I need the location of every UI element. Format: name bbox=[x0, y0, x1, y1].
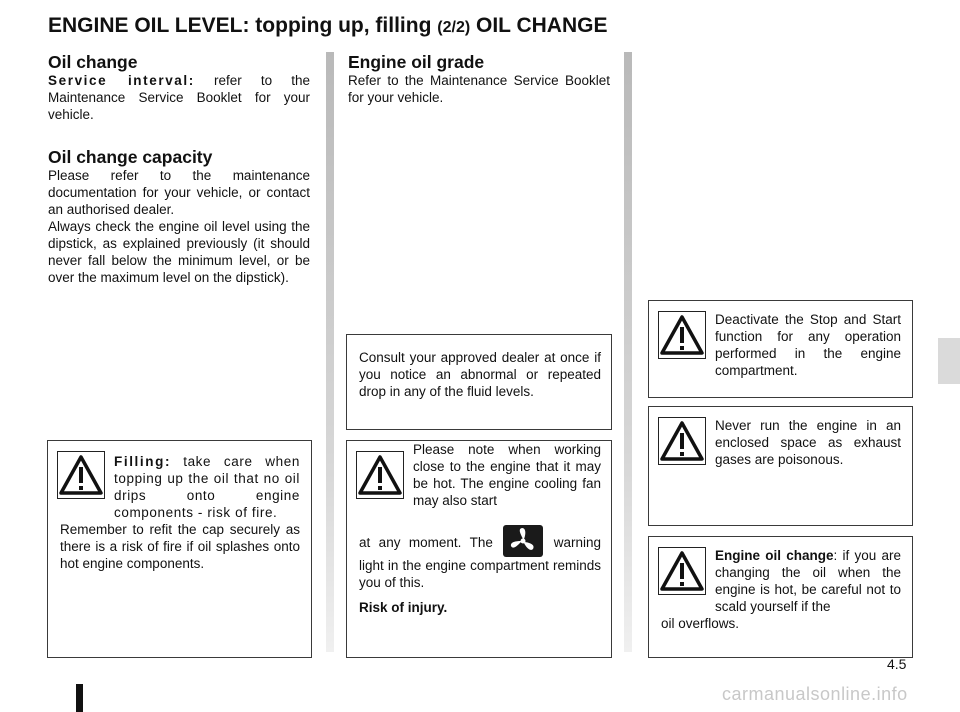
warning-triangle-icon bbox=[658, 311, 706, 359]
oil-change-heading: Oil change bbox=[48, 52, 138, 72]
service-interval-label: Service interval: bbox=[48, 73, 195, 88]
oil-change-rest: oil overflows. bbox=[661, 616, 740, 631]
crop-mark bbox=[76, 684, 83, 712]
stop-start-text: Deactivate the Stop and Start function for any operation performed in the engine compartment. bbox=[715, 312, 901, 378]
service-interval-paragraph bbox=[48, 72, 310, 123]
middle-column bbox=[348, 52, 610, 106]
warning-triangle-icon bbox=[356, 451, 404, 499]
capacity-heading: Oil change capacity bbox=[48, 147, 213, 167]
warning-triangle-icon bbox=[658, 417, 706, 465]
capacity-paragraph-1: Please refer to the maintenance documentation for your vehicle, or contact an authorised dealer. bbox=[48, 168, 310, 217]
filling-lead-text bbox=[114, 453, 300, 521]
column-divider-right bbox=[624, 52, 632, 652]
enclosed-space-warning-box bbox=[648, 406, 913, 526]
consult-dealer-box bbox=[346, 334, 612, 430]
filling-rest-text: Remember to refit the cap securely as there is a risk of fire if oil splashes onto hot engine components. bbox=[60, 522, 300, 571]
title-end: OIL CHANGE bbox=[476, 14, 608, 37]
filling-warning-box bbox=[47, 440, 312, 658]
hot-engine-lead: Please note when working close to the engine that it may be hot. The engine cooling fan may also start bbox=[413, 442, 601, 508]
oil-grade-text: Refer to the Maintenance Service Booklet for your vehicle. bbox=[348, 73, 610, 105]
watermark: carmanualsonline.info bbox=[722, 684, 908, 704]
capacity-paragraph-2: Always check the engine oil level using the dipstick, as explained previously (it should never fall below the minimum level, or be over the maximum level on the dipstick). bbox=[48, 219, 310, 285]
chapter-tab bbox=[938, 338, 960, 384]
consult-text: Consult your approved dealer at once if you notice an abnormal or repeated drop in any of the fluid levels. bbox=[359, 350, 601, 399]
oil-change-lead-text bbox=[715, 547, 901, 615]
warning-triangle-icon bbox=[658, 547, 706, 595]
hot-engine-before-icon: at any moment. The bbox=[359, 535, 493, 550]
risk-of-injury: Risk of injury. bbox=[359, 600, 448, 615]
filling-label: Filling: bbox=[114, 454, 172, 469]
oil-change-warning-box bbox=[648, 536, 913, 658]
cooling-fan-icon bbox=[503, 525, 543, 557]
hot-engine-continuation bbox=[359, 525, 601, 616]
oil-grade-heading: Engine oil grade bbox=[348, 52, 485, 72]
left-column bbox=[48, 52, 310, 286]
oil-change-label: Engine oil change bbox=[715, 548, 834, 563]
enclosed-space-text: Never run the engine in an enclosed space as exhaust gases are poisonous. bbox=[715, 418, 901, 467]
column-divider-left bbox=[326, 52, 334, 652]
stop-start-warning-box bbox=[648, 300, 913, 398]
service-interval-text: refer to the Maintenance Service Booklet for your vehicle. bbox=[48, 73, 310, 122]
title-main: ENGINE OIL LEVEL: topping up, filling bbox=[48, 14, 432, 37]
oil-change-lead: : if you are changing the oil when the engine is hot, be careful not to scald yourself if the bbox=[715, 548, 902, 614]
warning-triangle-icon bbox=[57, 451, 105, 499]
page-title bbox=[48, 14, 607, 38]
filling-lead: take care when topping up the oil that no oil drips onto engine components - risk of fire. bbox=[114, 454, 300, 520]
hot-engine-warning-box bbox=[346, 440, 612, 658]
page-number: 4.5 bbox=[887, 656, 907, 672]
title-sub: (2/2) bbox=[437, 19, 471, 36]
hot-engine-after-icon: warning light in the engine compartment reminds you of this. bbox=[359, 535, 601, 590]
